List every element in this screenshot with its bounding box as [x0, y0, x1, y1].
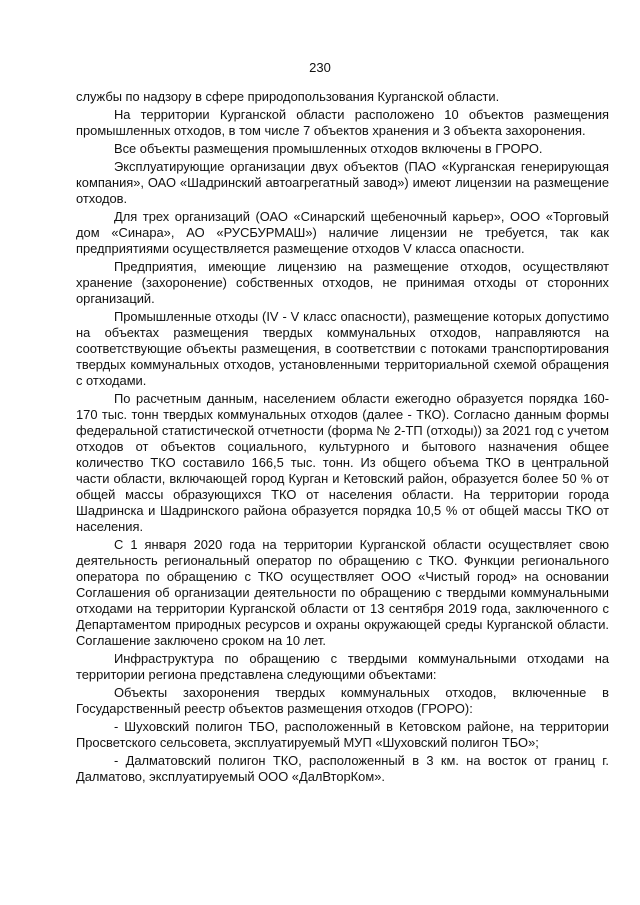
page-number: 230	[309, 60, 331, 75]
paragraph-continuation: службы по надзору в сфере природопользования Курганской области.	[76, 89, 500, 104]
paragraph-infrastructure: Инфраструктура по обращению с твердыми коммунальными отходами на территории региона представлена следующими объектами:	[76, 651, 609, 682]
paragraph-license-not-required: Для трех организаций (ОАО «Синарский щебеночный карьер», ООО «Торговый дом «Синара», АО «РУСБУРМАШ») наличие лицензии не требуется, так как предприятиями осуществляется размещение отходов V класса опасности.	[76, 209, 609, 256]
list-item-shukhovsky-landfill: - Шуховский полигон ТБО, расположенный в Кетовском районе, на территории Просветского сельсовета, эксплуатируемый МУП «Шуховский полигон ТБО»;	[76, 719, 609, 750]
paragraph-regional-operator: С 1 января 2020 года на территории Курганской области осуществляет свою деятельность региональный оператор по обращению с ТКО. Функции регионального оператора по обращению с ТКО осуществляет ООО «Чистый город» на основании Соглашения об организации деятельности по обращению с твердыми коммунальными отходами на территории Курганской области от 13 сентября 2019 года, заключенного с Департаментом природных ресурсов и охраны окружающей среды Курганской области. Соглашение заключено сроком на 10 лет.	[76, 537, 609, 648]
document-body	[76, 89, 609, 787]
paragraph-industrial-waste-sites: На территории Курганской области расположено 10 объектов размещения промышленных отходов, в том числе 7 объектов хранения и 3 объекта захоронения.	[76, 107, 609, 138]
list-item-dalmatovsky-landfill: - Далматовский полигон ТКО, расположенный в 3 км. на восток от границ г. Далматово, эксплуатируемый ООО «ДалВторКом».	[76, 753, 609, 784]
paragraph-licensed-operators: Эксплуатирующие организации двух объектов (ПАО «Курганская генерирующая компания», ОАО «Шадринский автоагрегатный завод») имеют лицензии на размещение отходов.	[76, 159, 609, 206]
paragraph-own-waste-storage: Предприятия, имеющие лицензию на размещение отходов, осуществляют хранение (захоронение) собственных отходов, не принимая отходы от сторонних организаций.	[76, 259, 609, 306]
paragraph-hazard-class-waste: Промышленные отходы (IV - V класс опасности), размещение которых допустимо на объектах размещения твердых коммунальных отходов, направляются на соответствующие объекты размещения, в соответствии с потоками транспортирования твердых коммунальных отходов, установленными территориальной схемой обращения с отходами.	[76, 309, 609, 388]
paragraph-tko-volume: По расчетным данным, населением области ежегодно образуется порядка 160-170 тыс. тонн твердых коммунальных отходов (далее - ТКО). Согласно данным формы федеральной статистической отчетности (форма № 2-ТП (отходы)) за 2021 год с учетом отходов от объектов социального, культурного и бытового назначения общее количество ТКО составило 166,5 тыс. тонн. Из общего объема ТКО в центральной части области, включающей город Курган и Кетовский район, образуется более 50 % от общей массы образующихся ТКО от населения области. На территории города Шадринска и Шадринского района образуется порядка 10,5 % от общей массы ТКО от населения.	[76, 391, 609, 534]
paragraph-landfill-objects: Объекты захоронения твердых коммунальных отходов, включенные в Государственный реестр объектов размещения отходов (ГРОРО):	[76, 685, 609, 716]
paragraph-groro-inclusion: Все объекты размещения промышленных отходов включены в ГРОРО.	[114, 141, 543, 156]
